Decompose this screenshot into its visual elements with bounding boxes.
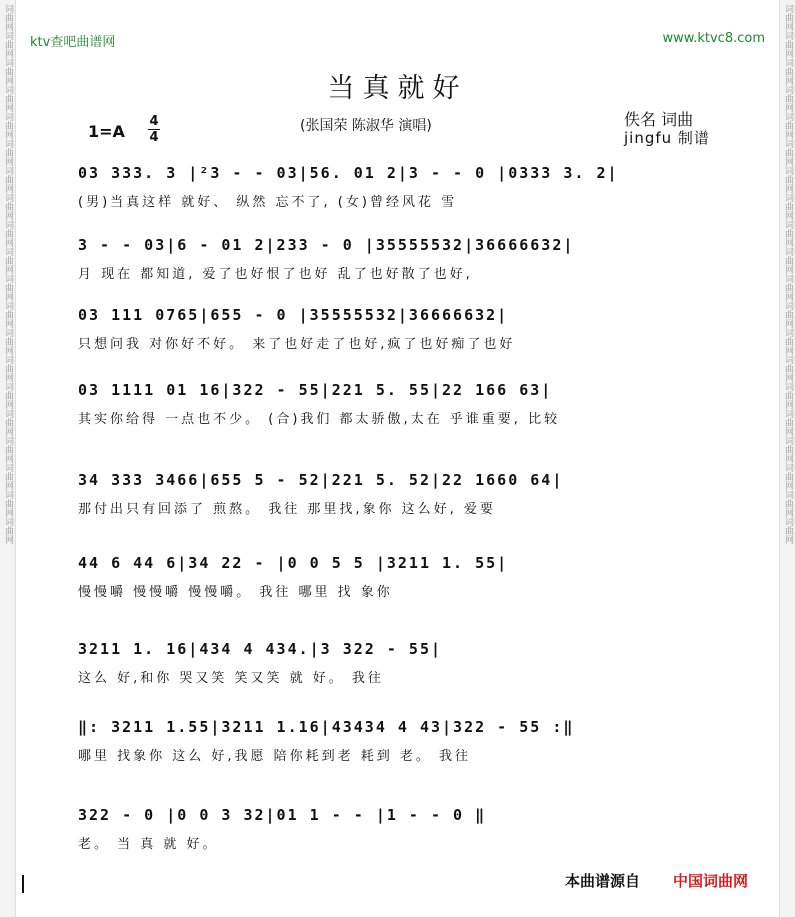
lyrics: 只想问我 对你好不好。 来了也好走了也好,疯了也好痴了也好 xyxy=(78,337,516,352)
key-signature: 1=A xyxy=(88,122,125,141)
time-bottom: 4 xyxy=(149,130,159,145)
lyrics: (男)当真这样 就好、 纵然 忘不了, (女)曾经风花 雪 xyxy=(78,195,458,210)
site-url-right: www.ktvc8.com xyxy=(662,31,765,46)
site-name-left: ktv查吧曲谱网 xyxy=(30,35,116,50)
lyrics: 这么 好,和你 哭又笑 笑又笑 就 好。 我往 xyxy=(78,671,384,686)
source-label: 本曲谱源自 xyxy=(565,872,641,890)
transcriber: jingfu 制谱 xyxy=(624,129,710,147)
notation: 322 - 0 |0 0 3 32|01 1 - - |1 - - 0 ‖ xyxy=(78,806,487,824)
notation: 03 333. 3 |²3 - - 03|56. 01 2|3 - - 0 |0333 3. 2| xyxy=(78,164,619,182)
lyrics: 哪里 找象你 这么 好,我愿 陪你耗到老 耗到 老。 我往 xyxy=(78,749,472,764)
margin-mark xyxy=(22,875,24,893)
singers: (张国荣 陈淑华 演唱) xyxy=(300,118,432,134)
lyrics: 其实你给得 一点也不少。 (合)我们 都太骄傲,太在 乎谁重要, 比较 xyxy=(78,412,561,427)
source-site-name: 中国词曲网 xyxy=(673,872,749,890)
watermark-text: 词曲网词曲网词曲网词曲网词曲网词曲网词曲网词曲网词曲网词曲网词曲网词曲网词曲网词曲网词曲网词曲网词曲网词曲网词曲网词曲网 xyxy=(3,4,13,544)
notation: 44 6 44 6|34 22 - |0 0 5 5 |3211 1. 55| xyxy=(78,554,509,572)
watermark-text: 词曲网词曲网词曲网词曲网词曲网词曲网词曲网词曲网词曲网词曲网词曲网词曲网词曲网词曲网词曲网词曲网词曲网词曲网词曲网词曲网 xyxy=(783,4,793,544)
notation: 34 333 3466|655 5 - 52|221 5. 52|22 1660 64| xyxy=(78,471,564,489)
right-watermark-strip xyxy=(779,0,795,917)
lyrics: 老。 当 真 就 好。 xyxy=(78,837,219,852)
left-watermark-strip xyxy=(0,0,16,917)
notation: 03 1111 01 16|322 - 55|221 5. 55|22 166 63| xyxy=(78,381,553,399)
time-top: 4 xyxy=(149,114,159,129)
lyrics: 月 现在 都知道, 爱了也好恨了也好 乱了也好散了也好, xyxy=(78,267,473,282)
song-title: 当真就好 xyxy=(327,73,468,104)
lyrics: 慢慢嚼 慢慢嚼 慢慢嚼。 我往 哪里 找 象你 xyxy=(78,585,393,600)
notation: 03 111 0765|655 - 0 |35555532|36666632| xyxy=(78,306,509,324)
time-signature xyxy=(148,114,160,145)
notation: 3211 1. 16|434 4 434.|3 322 - 55| xyxy=(78,640,443,658)
lyrics: 那付出只有回添了 煎熬。 我往 那里找,象你 这么好, 爱要 xyxy=(78,502,496,517)
notation: 3 - - 03|6 - 01 2|233 - 0 |35555532|36666632| xyxy=(78,236,575,254)
lyricist-composer: 佚名 词曲 xyxy=(624,110,694,129)
notation: ‖: 3211 1.55|3211 1.16|43434 4 43|322 - 55 :‖ xyxy=(78,718,575,736)
